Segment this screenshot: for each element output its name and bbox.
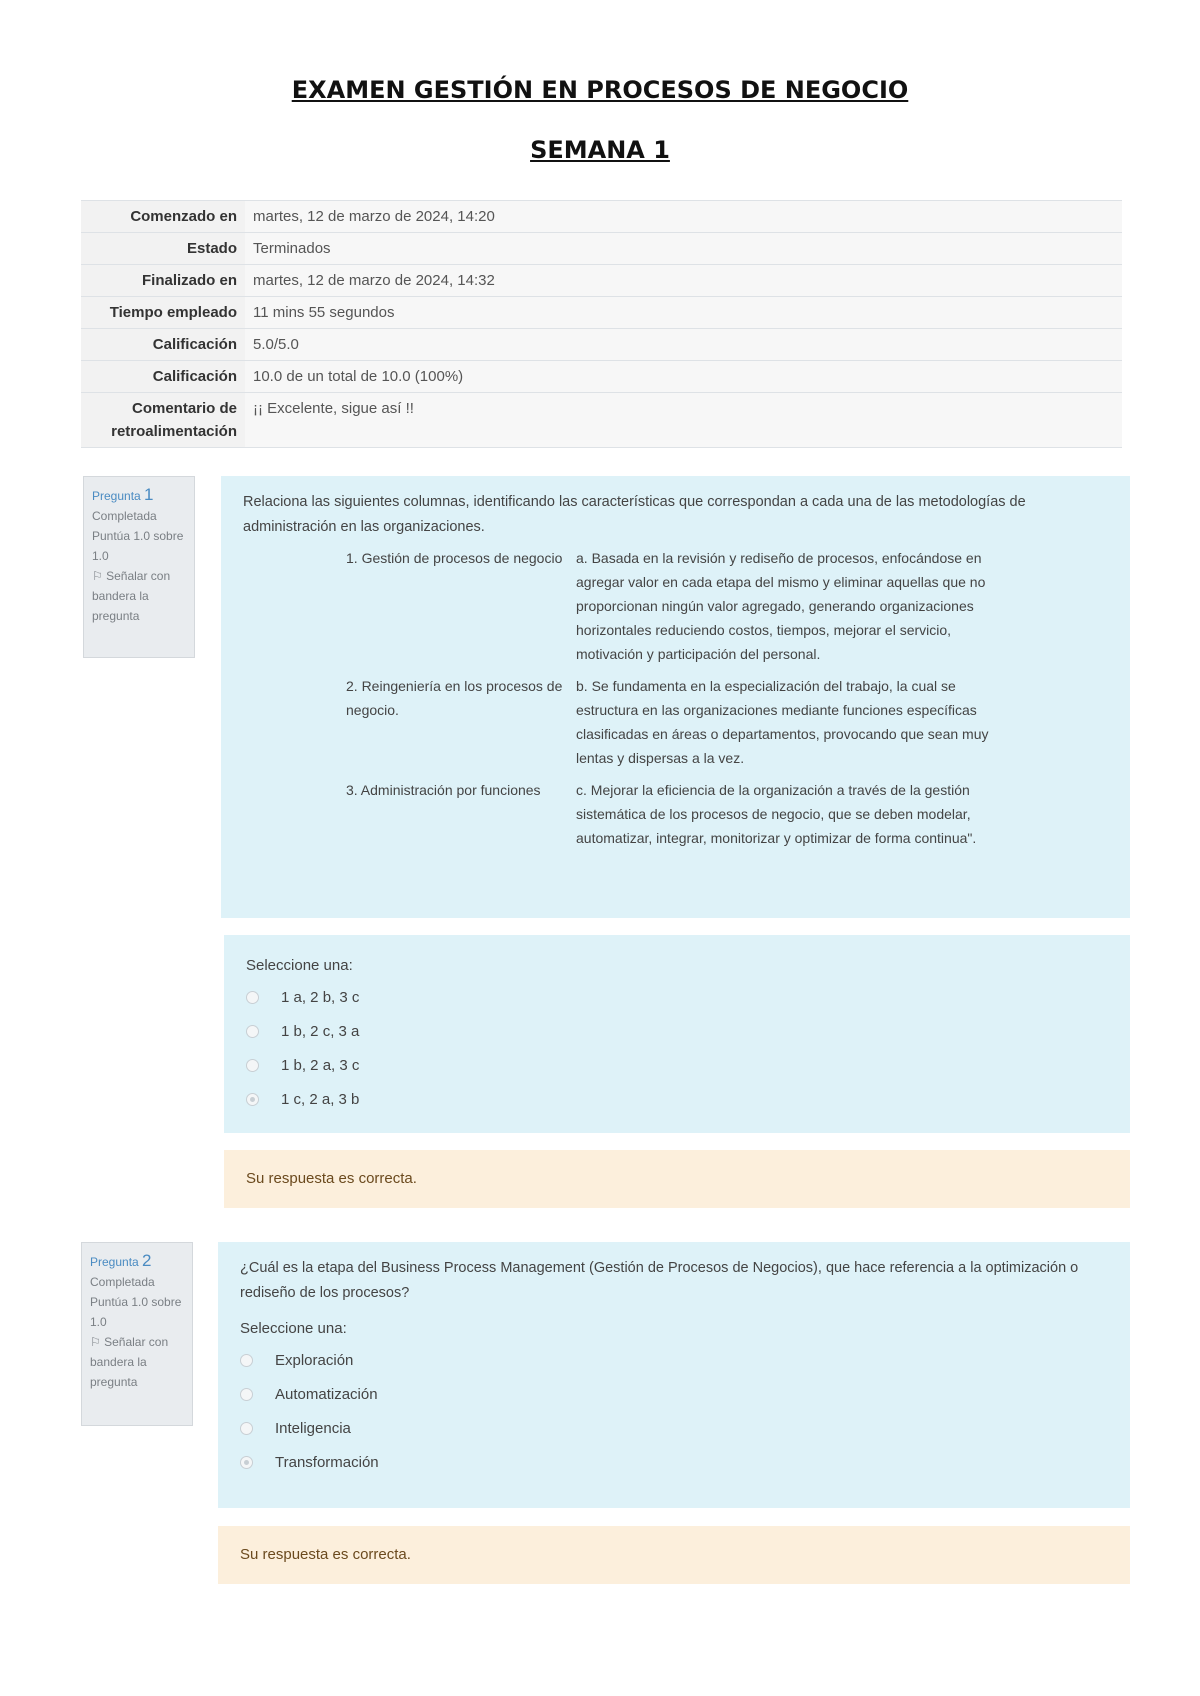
question-state: Completada (90, 1275, 155, 1289)
summary-value: martes, 12 de marzo de 2024, 14:32 (245, 265, 1122, 296)
question-number: Pregunta 2 (90, 1251, 152, 1270)
question-info-box (81, 1242, 193, 1426)
summary-row (81, 233, 1122, 265)
matching-left: 3. Administración por funciones (346, 782, 541, 798)
radio-button[interactable] (246, 1059, 259, 1072)
answer-option[interactable]: Automatización (240, 1377, 1108, 1411)
matching-right: a. Basada en la revisión y rediseño de procesos, enfocándose en agregar valor en cada etapa del mismo y eliminar aquellas que no proporcionan ningún valor agregado, generando organizaciones horizontales reduciendo costos, tiempos, mejorar el servicio, motivación y participación del personal. (576, 550, 986, 662)
summary-label: Finalizado en (81, 265, 245, 296)
summary-row (81, 265, 1122, 297)
question-points: Puntúa 1.0 sobre 1.0 (90, 1295, 182, 1329)
matching-right: b. Se fundamenta en la especialización del trabajo, la cual se estructura en las organizaciones mediante funciones específicas clasificadas en áreas o departamentos, provocando que sean muy lentas y dispersas a la vez. (576, 678, 989, 766)
answer-option[interactable]: 1 b, 2 a, 3 c (246, 1048, 1108, 1082)
answer-option[interactable]: Inteligencia (240, 1411, 1108, 1445)
question-text: ¿Cuál es la etapa del Business Process Management (Gestión de Procesos de Negocios), que hace referencia a la optimización o rediseño de los procesos? (240, 1260, 1079, 1301)
feedback-text: Su respuesta es correcta. (240, 1546, 411, 1563)
flag-icon: ⚐ (90, 1335, 101, 1349)
answer-prompt: Seleccione una: (240, 1320, 347, 1337)
answer-option[interactable]: Transformación (240, 1445, 1108, 1479)
summary-row (81, 361, 1122, 393)
question-text: Relaciona las siguientes columnas, identificando las características que correspondan a cada una de las metodologías de administración en las organizaciones. (243, 494, 1026, 535)
summary-label: Comentario de retroalimentación (81, 393, 245, 447)
matching-row (346, 674, 1001, 770)
matching-right: c. Mejorar la eficiencia de la organización a través de la gestión sistemática de los procesos de negocio, que se deben modelar, automatizar, integrar, monitorizar y optimizar de forma continua". (576, 782, 977, 846)
feedback-box (224, 1150, 1130, 1208)
question-text-box (221, 476, 1130, 918)
summary-value: 5.0/5.0 (245, 329, 1122, 360)
radio-button-selected[interactable] (246, 1093, 259, 1106)
matching-row (346, 778, 1001, 850)
question-box (218, 1242, 1130, 1508)
attempt-summary-table (81, 200, 1122, 448)
answer-prompt: Seleccione una: (246, 957, 353, 974)
answer-option[interactable]: 1 a, 2 b, 3 c (246, 980, 1108, 1014)
flag-question-link[interactable]: ⚐ Señalar con bandera la pregunta (90, 1335, 169, 1389)
page-title: EXAMEN GESTIÓN EN PROCESOS DE NEGOCIO (291, 76, 909, 104)
summary-label: Comenzado en (81, 201, 245, 232)
flag-question-link[interactable]: ⚐ Señalar con bandera la pregunta (92, 569, 171, 623)
summary-row (81, 201, 1122, 233)
question-info-box (83, 476, 195, 658)
answer-option[interactable]: 1 b, 2 c, 3 a (246, 1014, 1108, 1048)
radio-button[interactable] (240, 1354, 253, 1367)
matching-columns (346, 546, 1001, 858)
summary-row (81, 329, 1122, 361)
summary-label: Estado (81, 233, 245, 264)
summary-value: martes, 12 de marzo de 2024, 14:20 (245, 201, 1122, 232)
summary-label: Calificación (81, 361, 245, 392)
summary-value: 11 mins 55 segundos (245, 297, 1122, 328)
matching-left: 2. Reingeniería en los procesos de negocio. (346, 678, 563, 718)
summary-label: Tiempo empleado (81, 297, 245, 328)
summary-label: Calificación (81, 329, 245, 360)
matching-left: 1. Gestión de procesos de negocio (346, 550, 563, 566)
summary-value: Terminados (245, 233, 1122, 264)
question-number: Pregunta 1 (92, 485, 154, 504)
feedback-text: Su respuesta es correcta. (246, 1170, 417, 1187)
summary-value: ¡¡ Excelente, sigue así !! (245, 393, 1122, 447)
summary-row (81, 297, 1122, 329)
matching-row (346, 546, 1001, 666)
summary-value: 10.0 de un total de 10.0 (100%) (245, 361, 1122, 392)
radio-button[interactable] (246, 991, 259, 1004)
page-subtitle: SEMANA 1 (530, 136, 670, 164)
radio-button[interactable] (246, 1025, 259, 1038)
answer-option[interactable]: 1 c, 2 a, 3 b (246, 1082, 1108, 1116)
flag-icon: ⚐ (92, 569, 103, 583)
summary-row (81, 393, 1122, 448)
question-state: Completada (92, 509, 157, 523)
radio-button-selected[interactable] (240, 1456, 253, 1469)
radio-button[interactable] (240, 1388, 253, 1401)
question-points: Puntúa 1.0 sobre 1.0 (92, 529, 184, 563)
radio-button[interactable] (240, 1422, 253, 1435)
answer-box (224, 935, 1130, 1133)
feedback-box (218, 1526, 1130, 1584)
answer-option[interactable]: Exploración (240, 1343, 1108, 1377)
